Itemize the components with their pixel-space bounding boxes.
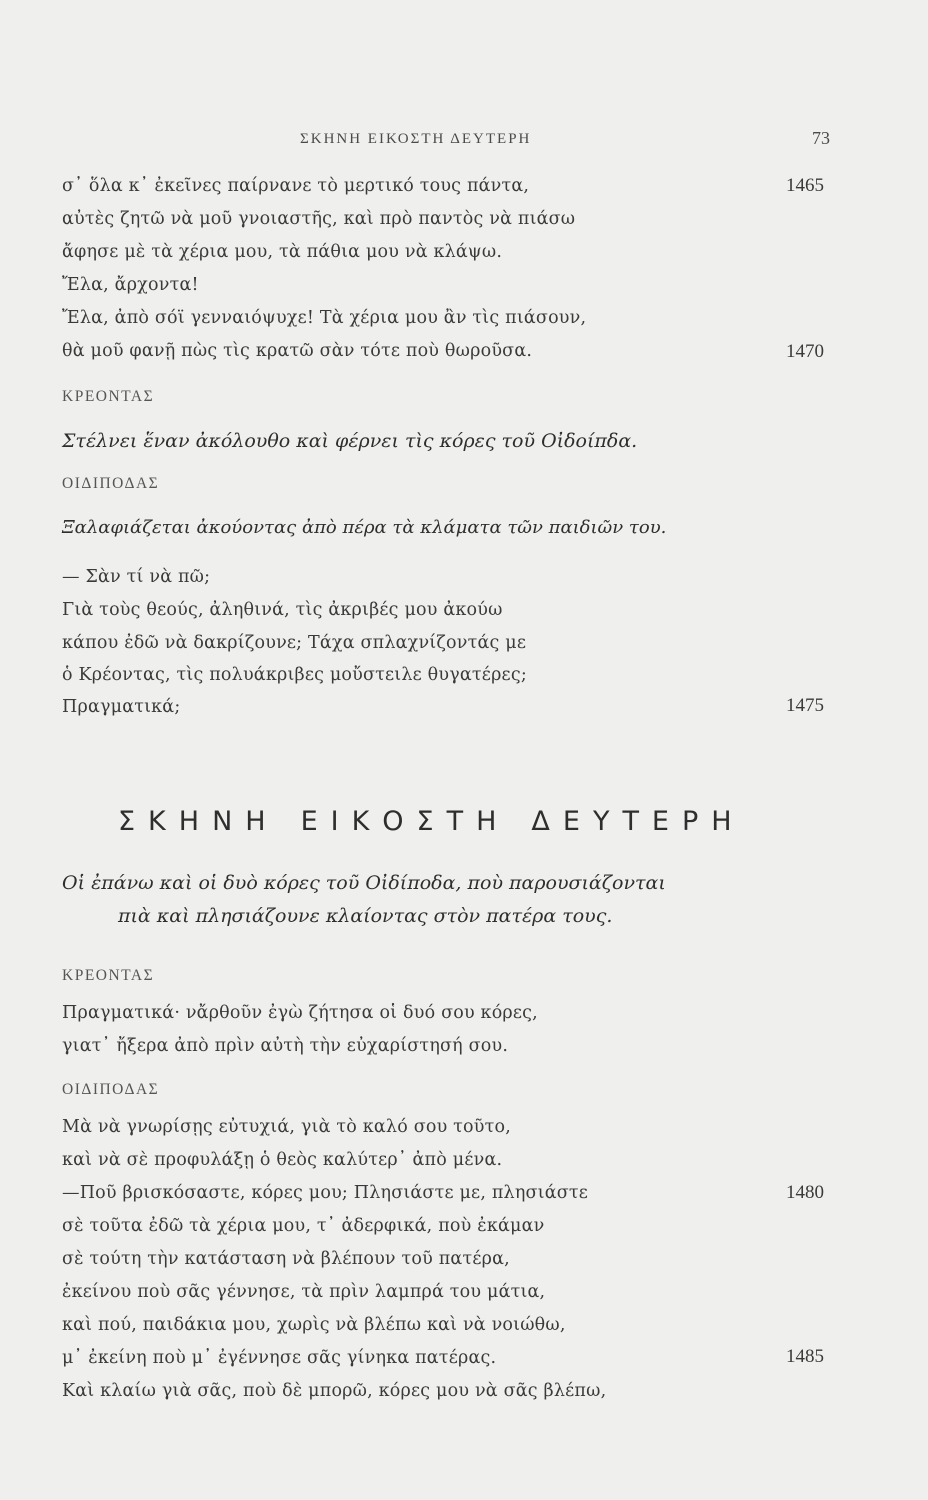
verse-line: Ἔλα, ἀπὸ σόϊ γενναιόψυχε! Τὰ χέρια μου ἂν τὶς πιάσουν,	[62, 308, 587, 328]
speaker-name: ΚΡΕΟΝΤΑΣ	[62, 388, 155, 405]
speaker-name: ΟΙΔΙΠΟΔΑΣ	[62, 475, 160, 492]
verse-line: —Ποῦ βρισκόσαστε, κόρες μου; Πλησιάστε με, πλησιάστε	[62, 1183, 589, 1203]
verse-line: γιατ᾽ ἤξερα ἀπὸ πρὶν αὐτὴ τὴν εὐχαρίστησή σου.	[62, 1036, 509, 1056]
verse-line: ἄφησε μὲ τὰ χέρια μου, τὰ πάθια μου νὰ κλάψω.	[62, 242, 503, 262]
stage-direction: Οἱ ἐπάνω καὶ οἱ δυὸ κόρες τοῦ Οἰδίποδα, ποὺ παρουσιάζονται	[62, 872, 666, 894]
scene-heading	[118, 806, 745, 837]
scene-heading-word: ΔΕΥΤΕΡΗ	[531, 806, 745, 837]
verse-line: Καὶ κλαίω γιὰ σᾶς, ποὺ δὲ μπορῶ, κόρες μου νὰ σᾶς βλέπω,	[62, 1381, 607, 1401]
verse-line: — Σὰν τί νὰ πῶ;	[62, 567, 211, 587]
scene-heading-word: ΕΙΚΟΣΤΗ	[300, 806, 510, 837]
verse-line: ἐκείνου ποὺ σᾶς γέννησε, τὰ πρὶν λαμπρά του μάτια,	[62, 1282, 546, 1302]
line-number: 1470	[786, 341, 824, 362]
verse-line: καὶ νὰ σὲ προφυλάξῃ ὁ θεὸς καλύτερ᾽ ἀπὸ μένα.	[62, 1150, 503, 1170]
page-number: 73	[812, 128, 830, 148]
verse-line: σὲ τούτη τὴν κατάσταση νὰ βλέπουν τοῦ πατέρα,	[62, 1249, 510, 1269]
line-number: 1485	[786, 1346, 824, 1367]
scene-heading-word: ΣΚΗΝΗ	[118, 806, 279, 837]
verse-line: Πραγματικά;	[62, 697, 181, 717]
stage-direction: πιὰ καὶ πλησιάζουνε κλαίοντας στὸν πατέρα τους.	[118, 905, 613, 927]
verse-line: ὁ Κρέοντας, τὶς πολυάκριβες μοὔστειλε θυγατέρες;	[62, 665, 527, 685]
verse-line: καὶ πού, παιδάκια μου, χωρὶς νὰ βλέπω καὶ νὰ νοιώθω,	[62, 1315, 566, 1335]
verse-line: θὰ μοῦ φανῇ πὼς τὶς κρατῶ σὰν τότε ποὺ θωροῦσα.	[62, 341, 533, 361]
line-number: 1475	[786, 695, 824, 716]
verse-line: μ᾽ ἐκείνη ποὺ μ᾽ ἐγέννησε σᾶς γίνηκα πατέρας.	[62, 1348, 497, 1368]
verse-line: Μὰ νὰ γνωρίσῃς εὐτυχιά, γιὰ τὸ καλό σου τοῦτο,	[62, 1117, 512, 1137]
verse-line: σὲ τοῦτα ἐδῶ τὰ χέρια μου, τ᾽ ἀδερφικά, ποὺ ἐκάμαν	[62, 1216, 545, 1236]
verse-line: αὐτὲς ζητῶ νὰ μοῦ γνοιαστῆς, καὶ πρὸ παντὸς νὰ πιάσω	[62, 209, 576, 229]
speaker-name: ΟΙΔΙΠΟΔΑΣ	[62, 1081, 160, 1098]
running-head: ΣΚΗΝΗ ΕΙΚΟΣΤΗ ΔΕΥΤΕΡΗ	[300, 131, 532, 147]
speaker-name: ΚΡΕΟΝΤΑΣ	[62, 967, 155, 984]
verse-line: σ᾽ ὅλα κ᾽ ἐκεῖνες παίρνανε τὸ μερτικό τους πάντα,	[62, 176, 530, 196]
stage-direction: Ξαλαφιάζεται ἀκούοντας ἀπὸ πέρα τὰ κλάματα τῶν παιδιῶν του.	[62, 517, 667, 538]
verse-line: Ἔλα, ἄρχοντα!	[62, 275, 199, 295]
verse-line: Γιὰ τοὺς θεούς, ἀληθινά, τὶς ἀκριβές μου ἀκούω	[62, 600, 503, 620]
line-number: 1480	[786, 1182, 824, 1203]
verse-line: κάπου ἐδῶ νὰ δακρίζουνε; Τάχα σπλαχνίζοντάς με	[62, 633, 527, 653]
stage-direction: Στέλνει ἕναν ἀκόλουθο καὶ φέρνει τὶς κόρες τοῦ Οἰδοίπδα.	[62, 430, 638, 452]
line-number: 1465	[786, 175, 824, 196]
verse-line: Πραγματικά· νἄρθοῦν ἐγὼ ζήτησα οἱ δυό σου κόρες,	[62, 1003, 538, 1023]
